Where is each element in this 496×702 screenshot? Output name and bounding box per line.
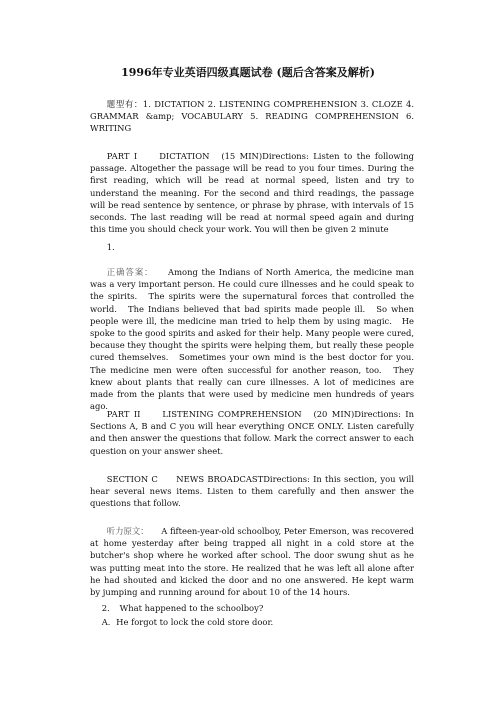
- answer-label: 正确答案：: [106, 267, 150, 277]
- transcript-text: A fifteen-year-old schoolboy, Peter Emerson, was recovered at home yesterday after being trapped all night in a cold store at the butcher's shop where he worked after school. The door swung shut as he was putting meat into the store. He realized that he was left all alone after he had shouted and kicked the door and no one answered. He kept warm by jumping and running around for about 10 of the 14 hours.: [90, 526, 414, 598]
- document-title: 1996年专业英语四级真题试卷 (题后含答案及解析): [121, 66, 375, 79]
- question-2: 2． What happened to the schoolboy?: [101, 603, 264, 613]
- question-1-number: 1．: [106, 242, 121, 252]
- part2-directions: PART II LISTENING COMPREHENSION (20 MIN)Directions: In Sections A, B and C you will hear everything ONCE ONLY. Listen carefully and then answer the questions that follow. Mark the correct answer to each question on your answer sheet.: [90, 409, 414, 456]
- answer-paragraph: [90, 266, 414, 412]
- section-c-directions: SECTION C NEWS BROADCASTDirections: In this section, you will hear several news items. Listen to them carefully and then answer the questions that follow.: [90, 474, 414, 509]
- transcript-label: 听力原文：: [106, 526, 145, 536]
- question-2-option-a: A．He forgot to lock the cold store door.: [101, 617, 274, 627]
- answer-text: Among the Indians of North America, the medicine man was a very important person. He could cure illnesses and he could speak to the spirits. The spirits were the supernatural forces that controlled the world. The Indians believed that bad spirits made people ill. So when people were ill, the medicine man tried to help them by using magic. He spoke to the good spirits and asked for their help. Many people were cured, because they thought the spirits were helping them, but really these people cured themselves. Sometimes your own mind is the best doctor for you. The medicine men were often successful for another reason, too. They knew about plants that really can cure illnesses. A lot of medicines are made from the plants that were used by medicine men hundreds of years ago.: [90, 267, 414, 412]
- question-types-line: 题型有：1. DICTATION 2. LISTENING COMPREHENSION 3. CLOZE 4. GRAMMAR &amp; VOCABULARY 5. READING COMPREHENSION 6. WRITING: [90, 99, 414, 134]
- transcript-paragraph: [90, 525, 414, 598]
- part1-directions: PART I DICTATION (15 MIN)Directions: Listen to the following passage. Altogether the passage will be read to you four times. During the first reading, which will be read at normal speed, listen and try to understand the meaning. For the second and third readings, the passage will be read sentence by sentence, or phrase by phrase, with intervals of 15 seconds. The last reading will be read at normal speed again and during this time you should check your work. You will then be given 2 minute: [90, 151, 414, 235]
